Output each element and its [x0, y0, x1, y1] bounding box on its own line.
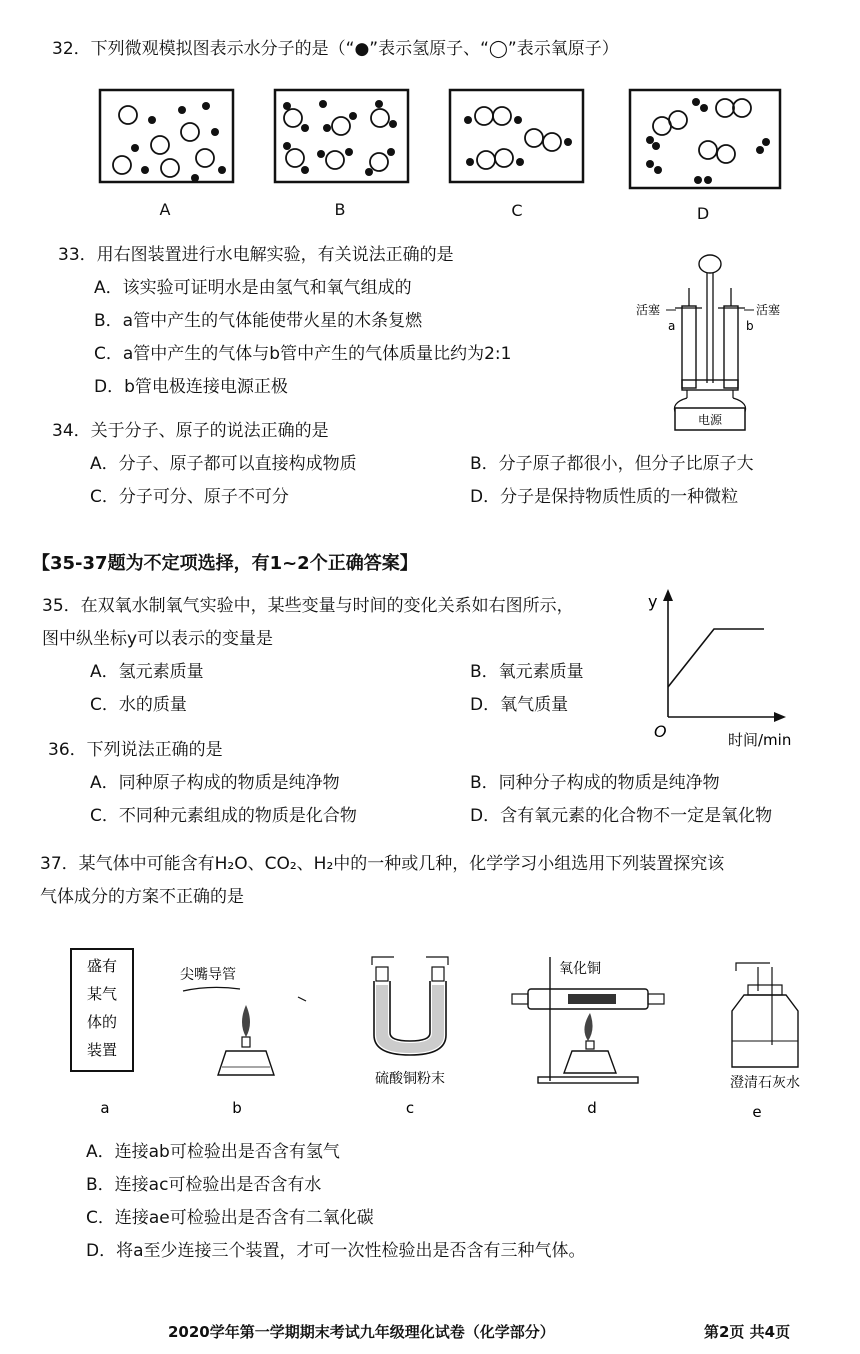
- footer-title: 2020学年第一学期期末考试九年级理化试卷（化学部分）: [168, 1323, 555, 1341]
- graph-curve: [668, 629, 764, 687]
- graph-origin-label: O: [654, 722, 667, 741]
- a-box-line3: 体的: [86, 1013, 118, 1031]
- diagram-c: [450, 90, 583, 182]
- label-b: B: [334, 200, 346, 219]
- b-note: 尖嘴导管: [180, 967, 236, 983]
- q34-option-d: D．分子是保持物质性质的一种微粒: [470, 487, 739, 507]
- apparatus-label-b: b: [232, 1099, 242, 1117]
- a-box-line2: 某气: [86, 985, 118, 1003]
- q33-option-a: A．该实验可证明水是由氢气和氧气组成的: [94, 278, 412, 298]
- q32-molecule-diagrams: [95, 85, 815, 195]
- q37-option-a: A．连接ab可检验出是否含有氢气: [86, 1142, 340, 1162]
- section-note: 【35-37题为不定项选择，有1~2个正确答案】: [32, 553, 418, 574]
- q33-option-c: C．a管中产生的气体与b管中产生的气体质量比约为2:1: [94, 344, 512, 364]
- graph-y-label: y: [648, 592, 658, 611]
- label-c: C: [511, 201, 523, 220]
- q36-stem: 36．下列说法正确的是: [48, 740, 223, 760]
- q35-option-d: D．氧气质量: [470, 695, 569, 715]
- q35-stem-line2: 图中纵坐标y可以表示的变量是: [42, 629, 274, 649]
- q35-option-b: B．氧元素质量: [470, 662, 584, 682]
- q37-stem-line2: 气体成分的方案不正确的是: [40, 887, 244, 907]
- q34-option-b: B．分子原子都很小，但分子比原子大: [470, 454, 754, 474]
- label-d: D: [696, 204, 710, 223]
- q37-stem-line1: 37．某气体中可能含有H₂O、CO₂、H₂中的一种或几种，化学学习小组选用下列装置探究该: [40, 854, 725, 874]
- label-a: A: [159, 200, 171, 219]
- apparatus-label-a: a: [100, 1099, 110, 1117]
- q36-option-a: A．同种原子构成的物质是纯净物: [90, 773, 340, 793]
- q36-option-b: B．同种分子构成的物质是纯净物: [470, 773, 720, 793]
- e-note: 澄清石灰水: [730, 1075, 800, 1091]
- tube-b-label: b: [746, 319, 754, 333]
- q37-option-d: D．将a至少连接三个装置，才可一次性检验出是否含有三种气体。: [86, 1241, 586, 1261]
- a-box-line1: 盛有: [86, 957, 118, 975]
- q35-option-a: A．氢元素质量: [90, 662, 204, 682]
- q35-stem-line1: 35．在双氧水制氧气实验中，某些变量与时间的变化关系如右图所示，: [42, 596, 574, 616]
- q33-option-d: D．b管电极连接电源正极: [94, 377, 288, 397]
- apparatus-label-c: c: [405, 1099, 415, 1117]
- q37-apparatus: [60, 945, 820, 1125]
- diagram-d: [630, 90, 780, 188]
- graph-x-label: 时间/min: [728, 731, 792, 749]
- q37-option-b: B．连接ac可检验出是否含有水: [86, 1175, 322, 1195]
- apparatus-label-d: d: [587, 1099, 597, 1117]
- q35-graph: [640, 585, 810, 750]
- q36-option-c: C．不同种元素组成的物质是化合物: [90, 806, 357, 826]
- c-note: 硫酸铜粉末: [375, 1071, 445, 1087]
- q33-stem: 33．用右图装置进行水电解实验，有关说法正确的是: [58, 245, 454, 265]
- footer-page: 第2页 共4页: [704, 1323, 791, 1341]
- q37-option-c: C．连接ae可检验出是否含有二氧化碳: [86, 1208, 374, 1228]
- q34-stem: 34．关于分子、原子的说法正确的是: [52, 421, 329, 441]
- valve-left-label: 活塞: [636, 303, 661, 317]
- tube-a-label: a: [668, 319, 676, 333]
- diagram-b: [275, 90, 408, 182]
- q33-option-b: B．a管中产生的气体能使带火星的木条复燃: [94, 311, 423, 331]
- electrolysis-apparatus: [630, 248, 800, 433]
- q34-option-c: C．分子可分、原子不可分: [90, 487, 289, 507]
- valve-right-label: 活塞: [756, 303, 781, 317]
- diagram-a: [100, 90, 233, 182]
- q32-stem: 32．下列微观模拟图表示水分子的是（“●”表示氢原子、“◯”表示氧原子）: [52, 39, 619, 59]
- a-box-line4: 装置: [86, 1041, 118, 1059]
- d-note: 氧化铜: [559, 961, 601, 977]
- apparatus-label-e: e: [752, 1103, 762, 1121]
- q36-option-d: D．含有氧元素的化合物不一定是氧化物: [470, 806, 773, 826]
- q35-option-c: C．水的质量: [90, 695, 187, 715]
- power-label: 电源: [697, 413, 723, 427]
- q34-option-a: A．分子、原子都可以直接构成物质: [90, 454, 357, 474]
